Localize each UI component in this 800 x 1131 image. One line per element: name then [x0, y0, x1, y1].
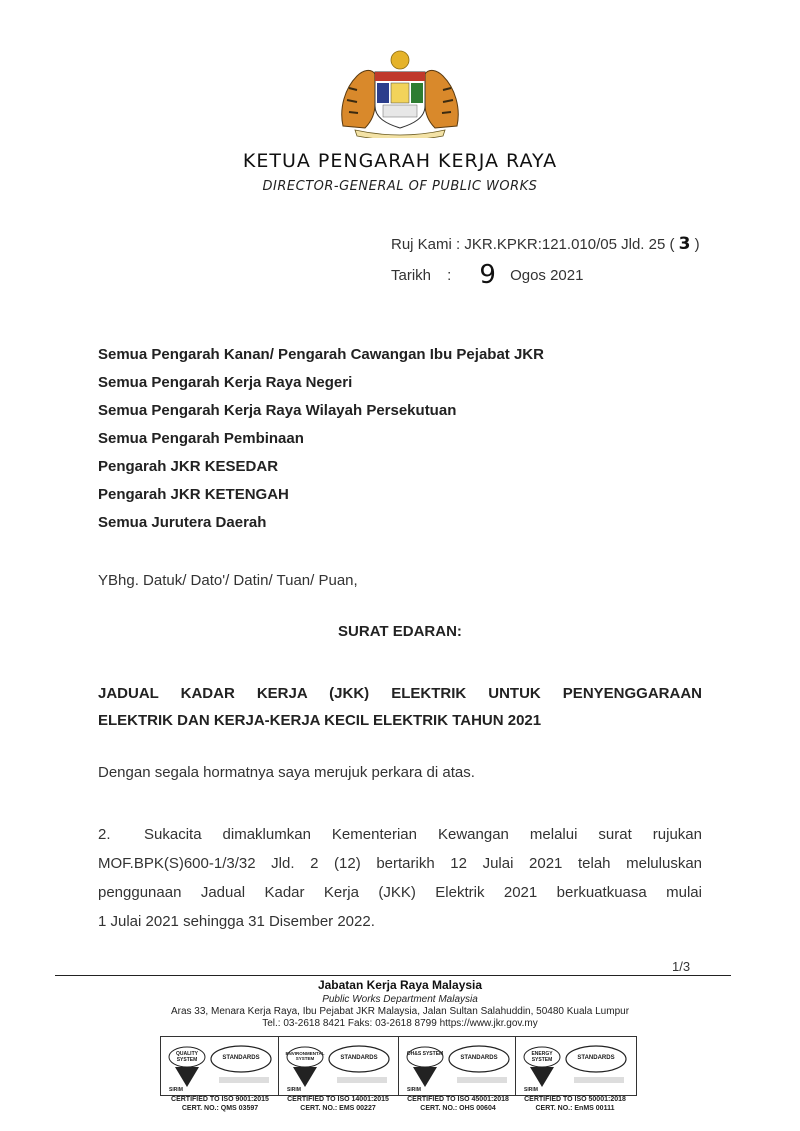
- cert-body-label: SIRIM: [287, 1087, 301, 1093]
- recipient-item: Pengarah JKR KESEDAR: [98, 458, 279, 475]
- cert-badge-quality: [160, 1036, 282, 1096]
- footer-contact: Tel.: 03-2618 8421 Faks: 03-2618 8799 https://www.jkr.gov.my: [262, 1018, 538, 1029]
- recipient-item: Pengarah JKR KETENGAH: [98, 486, 289, 503]
- paragraph-2-line-4: 1 Julai 2021 sehingga 31 Disember 2022.: [98, 913, 375, 930]
- subject-line-2: ELEKTRIK DAN KERJA-KERJA KECIL ELEKTRIK TAHUN 2021: [98, 712, 542, 729]
- page-subtitle: DIRECTOR-GENERAL OF PUBLIC WORKS: [262, 179, 538, 194]
- paragraph-2-line-2: MOF.BPK(S)600-1/3/32 Jld. 2 (12) bertarikh 12 Julai 2021 telah meluluskan: [98, 855, 702, 872]
- cert-number: CERT. NO.: OHS 00604: [420, 1105, 496, 1112]
- date-label: Tarikh: [391, 267, 432, 284]
- footer-org-name: Jabatan Kerja Raya Malaysia: [317, 978, 483, 992]
- cert-standard: CERTIFIED TO ISO 14001:2015: [287, 1096, 389, 1103]
- date-colon: :: [447, 267, 452, 284]
- cert-standard: CERTIFIED TO ISO 50001:2018: [524, 1096, 626, 1103]
- reference-label: Ruj Kami : JKR.KPKR:121.010/05 Jld. 25 (: [391, 236, 675, 253]
- cert-badge-label: STANDARDS: [460, 1055, 498, 1061]
- handwritten-date-day: 9: [479, 260, 496, 290]
- cert-system-label: OH&S SYSTEM: [406, 1051, 444, 1057]
- date-month-year: Ogos 2021: [510, 267, 584, 284]
- recipient-item: Semua Pengarah Kerja Raya Wilayah Persekutuan: [98, 402, 457, 419]
- cert-badge-environmental: [278, 1036, 400, 1096]
- cert-caption-environmental: [268, 1095, 408, 1113]
- coat-of-arms-icon: [335, 48, 465, 138]
- letter-date: [391, 260, 583, 290]
- cert-number: CERT. NO.: QMS 03597: [181, 1105, 259, 1112]
- footer-org-name-en: Public Works Department Malaysia: [322, 994, 478, 1005]
- circular-heading: SURAT EDARAN:: [338, 623, 462, 640]
- cert-caption-energy: [505, 1095, 645, 1113]
- recipient-item: Semua Jurutera Daerah: [98, 514, 267, 531]
- footer-address: Aras 33, Menara Kerja Raya, Ibu Pejabat JKR Malaysia, Jalan Sultan Salahuddin, 50480 Kuala Lumpur: [170, 1006, 630, 1017]
- recipient-list: [98, 345, 544, 541]
- paragraph-number: 2.: [98, 826, 111, 843]
- reference-close: ): [694, 236, 700, 253]
- cert-badge-label: STANDARDS: [577, 1055, 615, 1061]
- recipient-item: Semua Pengarah Pembinaan: [98, 430, 304, 447]
- reference-number: [391, 234, 700, 254]
- subject-heading: [98, 680, 702, 734]
- salutation: YBhg. Datuk/ Dato'/ Datin/ Tuan/ Puan,: [98, 572, 358, 589]
- paragraph-2: [98, 820, 702, 936]
- cert-badge-energy: [515, 1036, 637, 1096]
- cert-body-label: SIRIM: [524, 1087, 538, 1093]
- cert-system-label: ENVIRONMENTAL SYSTEM: [285, 1051, 325, 1061]
- paragraph-2-text-1: Sukacita dimaklumkan Kementerian Kewangan melalui surat rujukan: [144, 826, 702, 843]
- cert-body-label: SIRIM: [407, 1087, 421, 1093]
- page-title: KETUA PENGARAH KERJA RAYA: [242, 150, 558, 172]
- handwritten-reference-digit: 3: [678, 234, 691, 254]
- opening-sentence: Dengan segala hormatnya saya merujuk perkara di atas.: [98, 764, 475, 781]
- cert-standard: CERTIFIED TO ISO 9001:2015: [171, 1096, 269, 1103]
- paragraph-2-line-1: [98, 820, 702, 849]
- cert-body-label: SIRIM: [169, 1087, 183, 1093]
- cert-badge-ohs: [398, 1036, 520, 1096]
- recipient-item: Semua Pengarah Kanan/ Pengarah Cawangan Ibu Pejabat JKR: [98, 346, 544, 363]
- cert-badge-label: STANDARDS: [222, 1055, 260, 1061]
- cert-number: CERT. NO.: EMS 00227: [300, 1105, 376, 1112]
- cert-badge-label: STANDARDS: [340, 1055, 378, 1061]
- cert-standard: CERTIFIED TO ISO 45001:2018: [407, 1096, 509, 1103]
- subject-line-1: JADUAL KADAR KERJA (JKK) ELEKTRIK UNTUK PENYENGGARAAN: [98, 685, 702, 702]
- recipient-item: Semua Pengarah Kerja Raya Negeri: [98, 374, 353, 391]
- page-number: 1/3: [672, 959, 691, 974]
- cert-system-label: QUALITY SYSTEM: [176, 1051, 198, 1063]
- cert-system-label: ENERGY SYSTEM: [531, 1051, 553, 1063]
- cert-number: CERT. NO.: EnMS 00111: [535, 1105, 615, 1112]
- footer-divider: [55, 975, 731, 976]
- paragraph-2-line-3: penggunaan Jadual Kadar Kerja (JKK) Elektrik 2021 berkuatkuasa mulai: [98, 884, 702, 901]
